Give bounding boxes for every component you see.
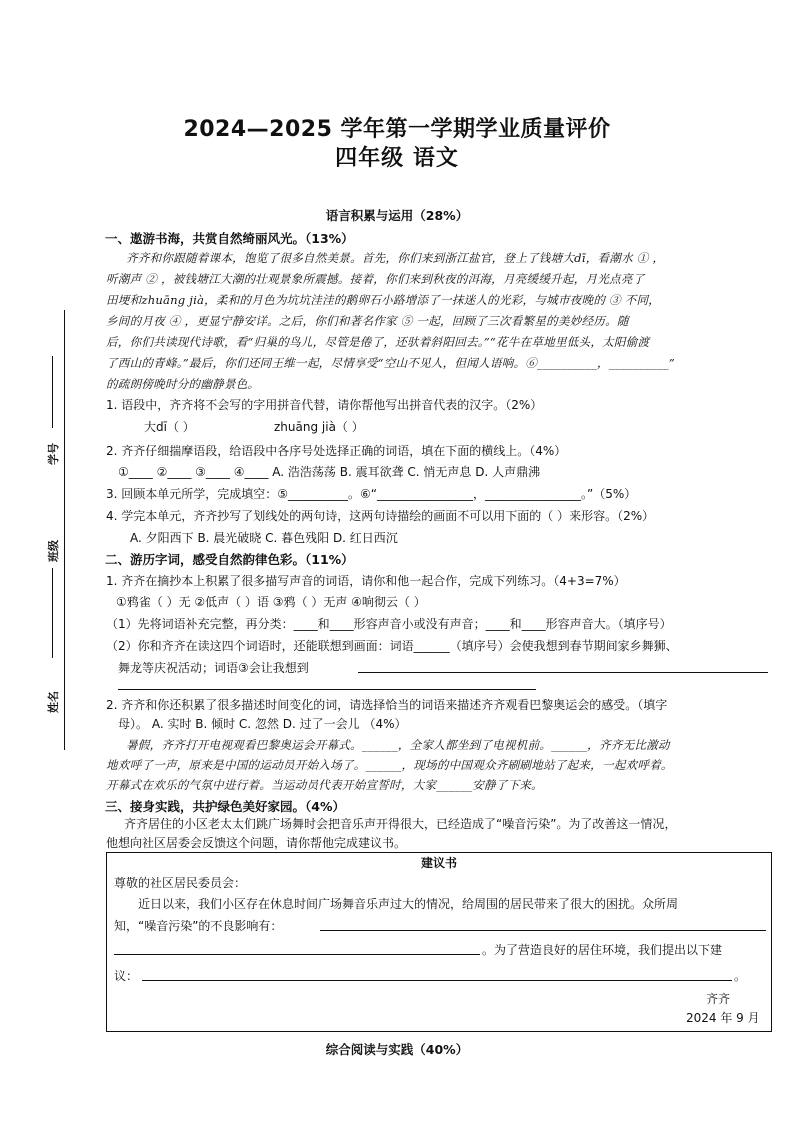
passage-line: 田埂和zhuāng jià，柔和的月色为坑坑洼洼的鹅卵石小路增添了一抹迷人的光彩，与城市夜晚的 ③ 不同，: [106, 293, 661, 307]
section3-body-line2: 他想向社区居委会反馈这个问题，请你帮他完成建议书。: [106, 836, 407, 850]
letter-body-3: 。为了营造良好的居住环境，我们提出以下建: [482, 943, 723, 957]
part2-heading: 综合阅读与实践（40%）: [325, 1042, 469, 1057]
passage-line: 了西山的青峰。”最后，你们还同王维一起，尽情享受“空山不见人，但闻人语响。⑥__________，__________”: [106, 356, 675, 370]
q4-options[interactable]: A. 夕阳西下 B. 晨光破晓 C. 暮色残阳 D. 红日西沉: [130, 531, 398, 545]
q5-answer-line[interactable]: [358, 672, 768, 673]
q5-words[interactable]: ①鸦雀（ ）无 ②低声（ ）语 ③鸦（ ）无声 ④响彻云（ ）: [116, 595, 426, 609]
q5-part2a[interactable]: （2）你和齐齐在读这四个词语时，还能联想到画面：词语______（填序号）会使我想到春节期间家乡舞狮、: [106, 639, 678, 653]
q6-passage-line: 暑假，齐齐打开电视观看巴黎奥运会开幕式。______，全家人都坐到了电视机前。______，齐齐无比激动: [126, 738, 670, 752]
exam-title: 2024—2025 学年第一学期学业质量评价: [183, 117, 611, 142]
part1-heading: 语言积累与运用（28%）: [325, 208, 469, 223]
q2-options[interactable]: ①____ ②____ ③____ ④____ A. 浩浩荡荡 B. 震耳欲聋 C. 悄无声息 D. 人声鼎沸: [118, 465, 541, 479]
letter-answer-line-2[interactable]: [114, 954, 480, 955]
letter-answer-line-3[interactable]: [142, 980, 732, 981]
q1-answer-a[interactable]: 大dī（ ）: [144, 420, 195, 434]
question-2: 2. 齐齐仔细揣摩语段，给语段中各序号处选择正确的词语，填在下面的横线上。（4%）: [106, 444, 567, 458]
q1-answer-b[interactable]: zhuāng jià（ ）: [274, 420, 364, 434]
class-label: 班级: [47, 540, 60, 562]
section1-title: 一、遨游书海，共赏自然绮丽风光。（13%）: [105, 231, 354, 246]
q5-part1[interactable]: （1）先将词语补充完整，再分类：____和____形容声音小或没有声音；____和____形容声音大。（填序号）: [106, 617, 672, 631]
section2-title: 二、游历字词，感受自然韵律色彩。（11%）: [105, 552, 354, 567]
binding-line: [64, 310, 65, 750]
passage-line: 齐齐和你跟随着课本，饱览了很多自然美景。首先，你们来到浙江盐官，登上了钱塘大dī，看潮水 ① ，: [126, 251, 665, 265]
question-3[interactable]: 3. 回顾本单元所学，完成填空：⑤__________。⑥“________________，________________。”（5%）: [106, 487, 637, 501]
passage-line: 后，你们共读现代诗歌，看“归巢的鸟儿，尽管是倦了，还驮着斜阳回去。”“花牛在草地里低头，太阳偷渡: [106, 335, 650, 349]
q6-passage-line: 地欢呼了一声，原来是中国的运动员开始入场了。______，现场的中国观众齐刷刷地站了起来，一起欢呼着。: [106, 758, 673, 772]
class-fill-line: [52, 568, 53, 658]
letter-body-1: 近日以来，我们小区存在休息时间广场舞音乐声过大的情况，给周围的居民带来了很大的困扰。众所周: [138, 897, 679, 911]
letter-body-4: 议：: [114, 969, 139, 983]
question-4: 4. 学完本单元，齐齐抄写了划线处的两句诗，这两句诗描绘的画面不可以用下面的（ ）来形容。（2%）: [106, 509, 655, 523]
student-id-label: 学号: [47, 443, 60, 465]
letter-greeting: 尊敬的社区居民委员会：: [114, 876, 247, 890]
q5-answer-line-2[interactable]: [118, 689, 536, 690]
question-1: 1. 语段中，齐齐将不会写的字用拼音代替，请你帮他写出拼音代表的汉字。（2%）: [106, 398, 543, 412]
question-6a: 2. 齐齐和你还积累了很多描述时间变化的词，请选择恰当的词语来描述齐齐观看巴黎奥运会的感受。（填字: [106, 698, 668, 712]
passage-line: 听潮声 ② ，被钱塘江大潮的壮观景象所震撼。接着，你们来到秋夜的洱海，月亮缓缓升起，月光点亮了: [106, 272, 645, 286]
letter-answer-line-1[interactable]: [320, 930, 766, 931]
name-label: 姓名: [47, 691, 60, 713]
letter-signer: 齐齐: [706, 992, 731, 1006]
exam-subtitle: 四年级 语文: [335, 146, 459, 171]
letter-title: 建议书: [420, 856, 457, 870]
section3-body: 齐齐居住的小区老太太们跳广场舞时会把音乐声开得很大，已经造成了“噪音污染”。为了改善这一情况，: [124, 817, 677, 831]
letter-body-4-end: 。: [734, 969, 747, 983]
q6-passage-line: 开幕式在欢乐的气氛中进行着。当运动员代表开始宣誓时，大家______安静了下来。: [106, 778, 543, 792]
letter-date: 2024 年 9 月: [686, 1011, 760, 1025]
passage-line: 的疏朗傍晚时分的幽静景色。: [106, 377, 260, 391]
question-5: 1. 齐齐在摘抄本上积累了很多描写声音的词语，请你和他一起合作，完成下列练习。（4+3=7%）: [106, 574, 626, 588]
student-id-fill-line: [52, 356, 53, 428]
q5-part2b: 舞龙等庆祝活动；词语③会让我想到: [118, 661, 309, 675]
letter-body-2: 知，“噪音污染”的不良影响有：: [114, 919, 283, 933]
passage-line: 乡间的月夜 ④ ，更显宁静安详。之后，你们和著名作家 ⑤ 一起，回顾了三次看繁星的美妙经历。随: [106, 314, 629, 328]
section3-title: 三、接身实践，共护绿色美好家园。（4%）: [105, 799, 345, 814]
question-6b[interactable]: 母）。 A. 实时 B. 倾时 C. 忽然 D. 过了一会儿 （4%）: [118, 717, 407, 731]
